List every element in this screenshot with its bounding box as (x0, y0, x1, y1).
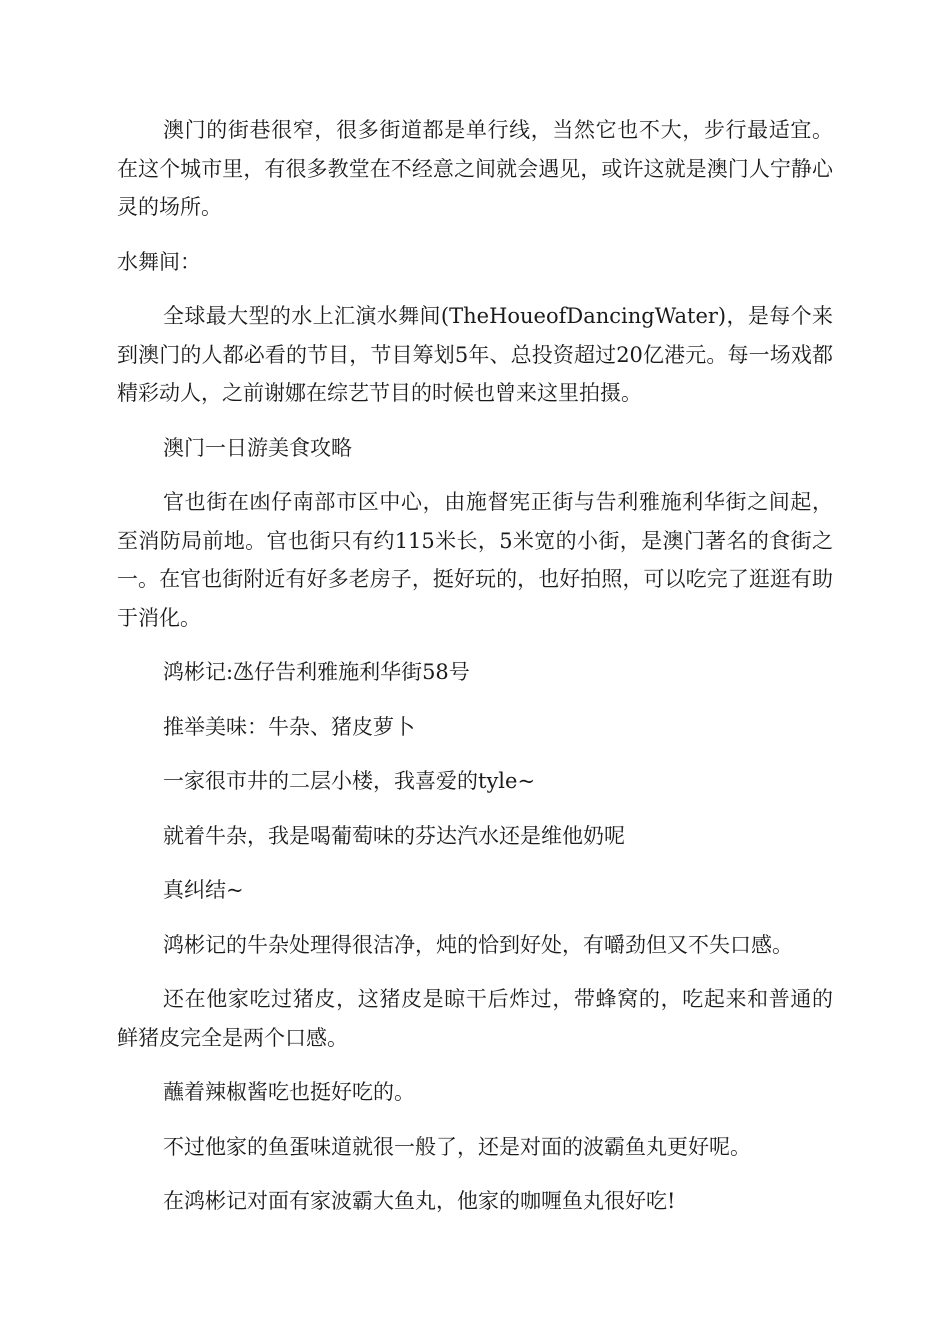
paragraph-dancing-water: 全球最大型的水上汇演水舞间(TheHoueofDancingWater)，是每个来到澳门的人都必看的节目，节目筹划5年、总投资超过20亿港元。每一场戏都精彩动人，之前谢娜在综艺节目的时候也曾来这里拍摄。 (117, 304, 833, 405)
document-page (117, 111, 833, 1221)
paragraph-recommended-dishes: 推举美味：牛杂、猪皮萝卜 (163, 714, 415, 739)
paragraph-restaurant-address: 鸿彬记:氹仔告利雅施利华街58号 (163, 660, 470, 684)
paragraph-building: 一家很市井的二层小楼，我喜爱的tyle~ (163, 769, 536, 793)
paragraph-curry-fish-balls: 在鸿彬记对面有家波霸大鱼丸，他家的咖喱鱼丸很好吃! (163, 1189, 676, 1213)
paragraph-pork-skin: 还在他家吃过猪皮，这猪皮是晾干后炸过，带蜂窝的，吃起来和普通的鲜猪皮完全是两个口感。 (117, 987, 833, 1050)
heading-food-guide: 澳门一日游美食攻略 (163, 435, 352, 460)
paragraph-officer-street: 官也街在凼仔南部市区中心，由施督宪正街与告利雅施利华街之间起，至消防局前地。官也街只有约115米长，5米宽的小街，是澳门著名的食街之一。在官也街附近有好多老房子，挺好玩的，也好拍照，可以吃完了逛逛有助于消化。 (117, 490, 833, 630)
paragraph-torn: 真纠结~ (163, 878, 244, 902)
heading-house-of-dancing-water: 水舞间： (117, 249, 201, 274)
paragraph-drinks: 就着牛杂，我是喝葡萄味的芬达汽水还是维他奶呢 (163, 823, 625, 848)
paragraph-macau-streets: 澳门的街巷很窄，很多街道都是单行线，当然它也不大，步行最适宜。在这个城市里，有很多教堂在不经意之间就会遇见，或许这就是澳门人宁静心灵的场所。 (117, 118, 833, 219)
paragraph-beef-offal: 鸿彬记的牛杂处理得很洁净，炖的恰到好处，有嚼劲但又不失口感。 (163, 932, 793, 957)
paragraph-chili-sauce: 蘸着辣椒酱吃也挺好吃的。 (163, 1080, 415, 1104)
paragraph-fish-balls: 不过他家的鱼蛋味道就很一般了，还是对面的波霸鱼丸更好呢。 (163, 1134, 751, 1159)
